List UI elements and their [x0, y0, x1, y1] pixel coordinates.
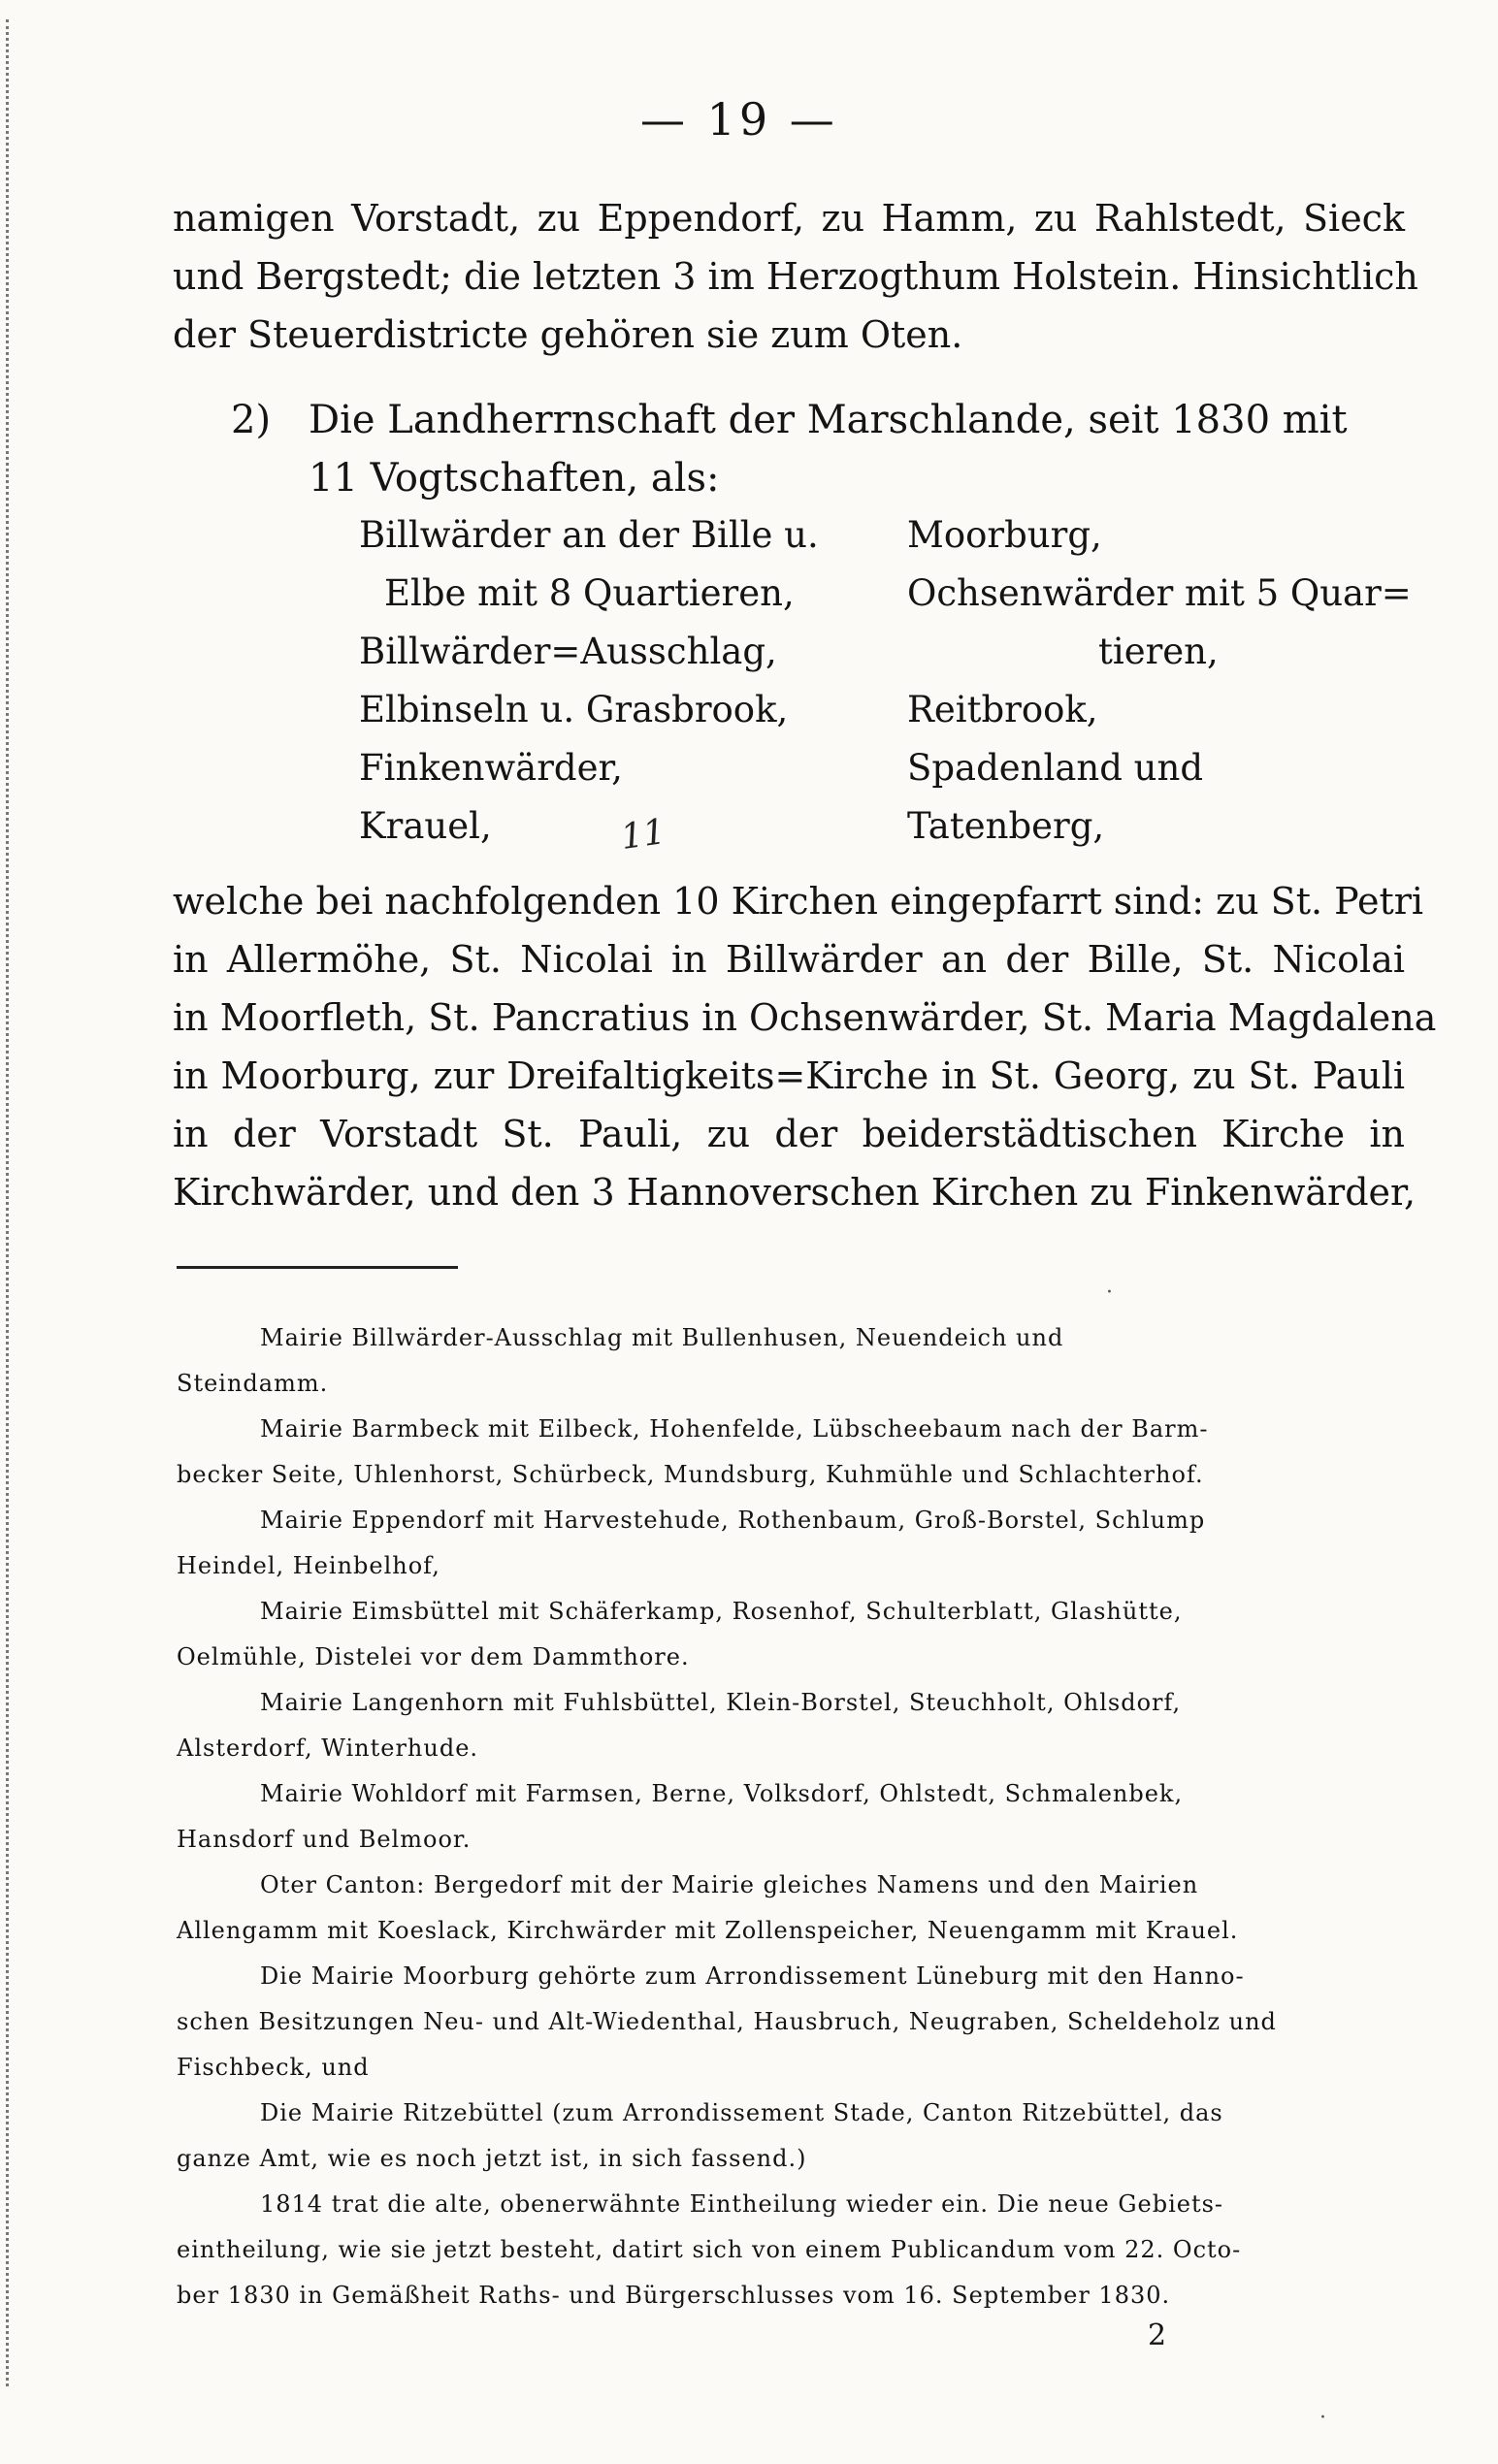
vogtschaft-left-1: Billwärder an der Bille u. — [359, 514, 819, 556]
page-number: — 19 — — [640, 93, 838, 146]
print-speck: · — [1106, 1281, 1113, 1305]
footnote-line: Hansdorf und Belmoor. — [177, 1826, 472, 1853]
footnote-line: Mairie Eimsbüttel mit Schäferkamp, Rosenhof, Schulterblatt, Glashütte, — [260, 1598, 1183, 1625]
body-line-1: namigen Vorstadt, zu Eppendorf, zu Hamm, zu Rahlstedt, Sieck — [173, 197, 1405, 240]
vogtschaft-right-2: Ochsenwärder mit 5 Quar= — [907, 572, 1412, 614]
item-heading-line-1: Die Landherrnschaft der Marschlande, seit 1830 mit — [309, 398, 1348, 442]
handwritten-annotation: 11 — [618, 812, 668, 858]
footnote-line: Allengamm mit Koeslack, Kirchwärder mit Zollenspeicher, Neuengamm mit Krauel. — [177, 1917, 1239, 1944]
footnote-line: Mairie Langenhorn mit Fuhlsbüttel, Klein-Borstel, Steuchholt, Ohlsdorf, — [260, 1689, 1182, 1716]
body-line-2: und Bergstedt; die letzten 3 im Herzogthum Holstein. Hinsichtlich — [173, 255, 1418, 298]
page-edge-dots — [6, 19, 15, 2386]
footnote-line: Mairie Wohldorf mit Farmsen, Berne, Volksdorf, Ohlstedt, Schmalenbek, — [260, 1780, 1184, 1807]
para-line-2: in Allermöhe, St. Nicolai in Billwärder an der Bille, St. Nicolai — [173, 938, 1405, 981]
footnote-line: ganze Amt, wie es noch jetzt ist, in sich fassend.) — [177, 2145, 807, 2172]
vogtschaft-right-1: Moorburg, — [907, 514, 1102, 556]
footnote-line: Mairie Eppendorf mit Harvestehude, Rothenbaum, Groß-Borstel, Schlump — [260, 1507, 1206, 1534]
footnote-line: Die Mairie Ritzebüttel (zum Arrondissement Stade, Canton Ritzebüttel, das — [260, 2099, 1223, 2126]
footnote-line: Oter Canton: Bergedorf mit der Mairie gleiches Namens und den Mairien — [260, 1871, 1199, 1898]
footnote-line: eintheilung, wie sie jetzt besteht, datirt sich von einem Publicandum vom 22. Octo- — [177, 2236, 1242, 2263]
vogtschaft-left-4: Elbinseln u. Grasbrook, — [359, 689, 789, 730]
vogtschaft-left-5: Finkenwärder, — [359, 747, 623, 789]
vogtschaft-right-6: Tatenberg, — [907, 805, 1105, 847]
print-speck: · — [1319, 2406, 1326, 2430]
footnote-line: schen Besitzungen Neu- und Alt-Wiedenthal, Hausbruch, Neugraben, Scheldeholz und — [177, 2008, 1277, 2035]
footnote-line: Mairie Barmbeck mit Eilbeck, Hohenfelde, Lübscheebaum nach der Barm- — [260, 1415, 1209, 1443]
footnote-line: becker Seite, Uhlenhorst, Schürbeck, Mundsburg, Kuhmühle und Schlachterhof. — [177, 1461, 1204, 1488]
body-line-3: der Steuerdistricte gehören sie zum Oten. — [173, 313, 963, 356]
vogtschaft-right-5: Spadenland und — [907, 747, 1204, 789]
vogtschaft-right-4: Reitbrook, — [907, 689, 1098, 730]
item-number: 2) — [231, 398, 272, 442]
signature-mark: 2 — [1148, 2318, 1167, 2352]
footnote-line: Mairie Billwärder-Ausschlag mit Bullenhusen, Neuendeich und — [260, 1324, 1064, 1351]
vogtschaft-right-3: tieren, — [1098, 631, 1219, 672]
footnote-rule — [177, 1266, 458, 1269]
para-line-1: welche bei nachfolgenden 10 Kirchen eingepfarrt sind: zu St. Petri — [173, 880, 1424, 923]
footnote-line: ber 1830 in Gemäßheit Raths- und Bürgerschlusses vom 16. September 1830. — [177, 2282, 1171, 2309]
footnote-line: Oelmühle, Distelei vor dem Dammthore. — [177, 1643, 690, 1670]
para-line-3: in Moorfleth, St. Pancratius in Ochsenwärder, St. Maria Magdalena — [173, 996, 1437, 1039]
footnote-line: Fischbeck, und — [177, 2054, 370, 2081]
footnote-line: Heindel, Heinbelhof, — [177, 1552, 440, 1579]
vogtschaft-left-2: Elbe mit 8 Quartieren, — [384, 572, 795, 614]
footnote-line: Die Mairie Moorburg gehörte zum Arrondissement Lüneburg mit den Hanno- — [260, 1962, 1245, 1990]
vogtschaft-left-6: Krauel, — [359, 805, 492, 847]
para-line-4: in Moorburg, zur Dreifaltigkeits=Kirche in St. Georg, zu St. Pauli — [173, 1054, 1405, 1097]
vogtschaft-left-3: Billwärder=Ausschlag, — [359, 631, 777, 672]
footnote-line: 1814 trat die alte, obenerwähnte Eintheilung wieder ein. Die neue Gebiets- — [260, 2190, 1224, 2218]
footnote-line: Alsterdorf, Winterhude. — [177, 1735, 479, 1762]
item-heading-line-2: 11 Vogtschaften, als: — [309, 456, 720, 501]
para-line-6: Kirchwärder, und den 3 Hannoverschen Kirchen zu Finkenwärder, — [173, 1171, 1417, 1214]
para-line-5: in der Vorstadt St. Pauli, zu der beiderstädtischen Kirche in — [173, 1113, 1405, 1155]
footnote-line: Steindamm. — [177, 1370, 329, 1397]
